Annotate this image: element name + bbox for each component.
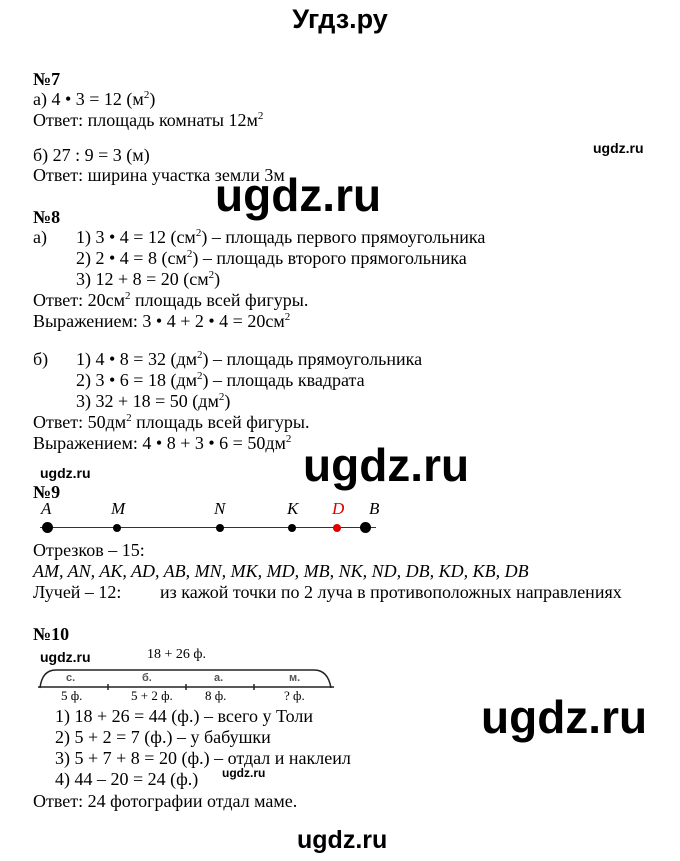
point-label-n: N [214,499,226,518]
site-title: Угдз.ру [292,4,388,34]
task9-rays-title: Лучей – 12: [33,582,122,602]
watermark-small: ugdz.ru [593,140,644,156]
part-top-label: б. [142,672,152,684]
line [40,527,376,528]
task8-a-step: 2) 2 • 4 = 8 $(см^2)$ – площадь второго прямогольника [76,248,467,268]
point-n-dot [216,524,224,532]
part-top-label: а. [214,672,224,684]
part-top-label: м. [289,672,301,684]
watermark-footer: ugdz.ru [297,826,388,854]
watermark-large: ugdz.ru [215,169,382,221]
task9-segments-title: Отрезков – 15: [33,540,145,560]
part-bottom-label: ? ф. [284,688,305,703]
point-label-k: K [287,499,299,518]
point-d-dot [333,524,341,532]
watermark-small: ugdz.ru [222,766,266,780]
task8-b-step: 3) 32 + 18 = 50 $(дм^2)$ [76,391,231,411]
task8-number: №8 [33,207,61,227]
diagram-total: 18 + 26 ф. [147,647,206,662]
task8-b-expression: Выражением: 4 • 8 + 3 • $6 = 50дм^2$ [33,433,292,453]
watermark-large: ugdz.ru [481,691,648,743]
point-label-b: B [369,499,380,518]
watermark-small: ugdz.ru [40,465,91,481]
task7-b-answer: Ответ: ширина участка земли 3м [33,165,285,185]
task7-a-expression: а) 4 • 3 = 12 $(м^2)$ [33,89,156,109]
task10-step: 2) 5 + 2 = 7 (ф.) – у бабушки [55,727,271,747]
watermark-small: ugdz.ru [40,649,91,665]
task8-a-answer: Ответ: $20см^2$ площадь всей фигуры. [33,290,309,310]
task10-step: 3) 5 + 7 + 8 = 20 (ф.) – отдал и наклеил [55,748,351,768]
task8-a-step: 1) 3 • 4 = 12 $(см^2)$ – площадь первого прямоугольника [76,227,486,247]
task10-step: 1) 18 + 26 = 44 (ф.) – всего у Толи [55,706,313,726]
part-top-label: с. [66,672,76,684]
part-bottom-label: 5 + 2 ф. [131,688,173,703]
watermark-large: ugdz.ru [303,439,470,491]
point-a-dot [42,522,53,533]
task8-a-step: 3) 12 + 8 = 20 $(см^2)$ [76,269,221,289]
task7-b-expression: б) 27 : 9 = 3 (м) [33,145,150,165]
task7-a-answer: Ответ: площадь комнаты $12м^2$ [33,110,264,130]
task9-rays-text: из кажой точки по 2 луча в противоположных направлениях [160,582,622,602]
task8-b-step: 2) 3 • 6 = 18 $(дм^2)$ – площадь квадрата [76,370,365,390]
task8-b-answer: Ответ: $50дм^2$ площадь всей фигуры. [33,412,310,432]
task7-number: №7 [33,69,61,89]
point-b-dot [360,522,371,533]
task10-number: №10 [33,624,70,644]
point-label-a: A [41,499,52,518]
point-k-dot [288,524,296,532]
part-bottom-label: 5 ф. [61,688,83,703]
point-label-d: D [332,499,345,518]
point-label-m: M [111,499,126,518]
task9-number: №9 [33,482,61,502]
part-bottom-label: 8 ф. [205,688,227,703]
task8-b-step: 1) 4 • 8 = 32 $(дм^2)$ – площадь прямоугольника [76,349,423,369]
point-m-dot [113,524,121,532]
task8-a-label: а) [33,227,47,247]
task8-a-expression: Выражением: 3 • 4 + 2 • $4 = 20см^2$ [33,311,291,331]
task10-answer: Ответ: 24 фотографии отдал маме. [33,791,298,811]
task8-b-label: б) [33,349,49,369]
task10-step: 4) 44 – 20 = 24 (ф.) [55,769,199,789]
task9-segments-list: AM, AN, AK, AD, AB, MN, MK, MD, MB, NK, ND, DB, KD, KB, DB [33,561,529,581]
